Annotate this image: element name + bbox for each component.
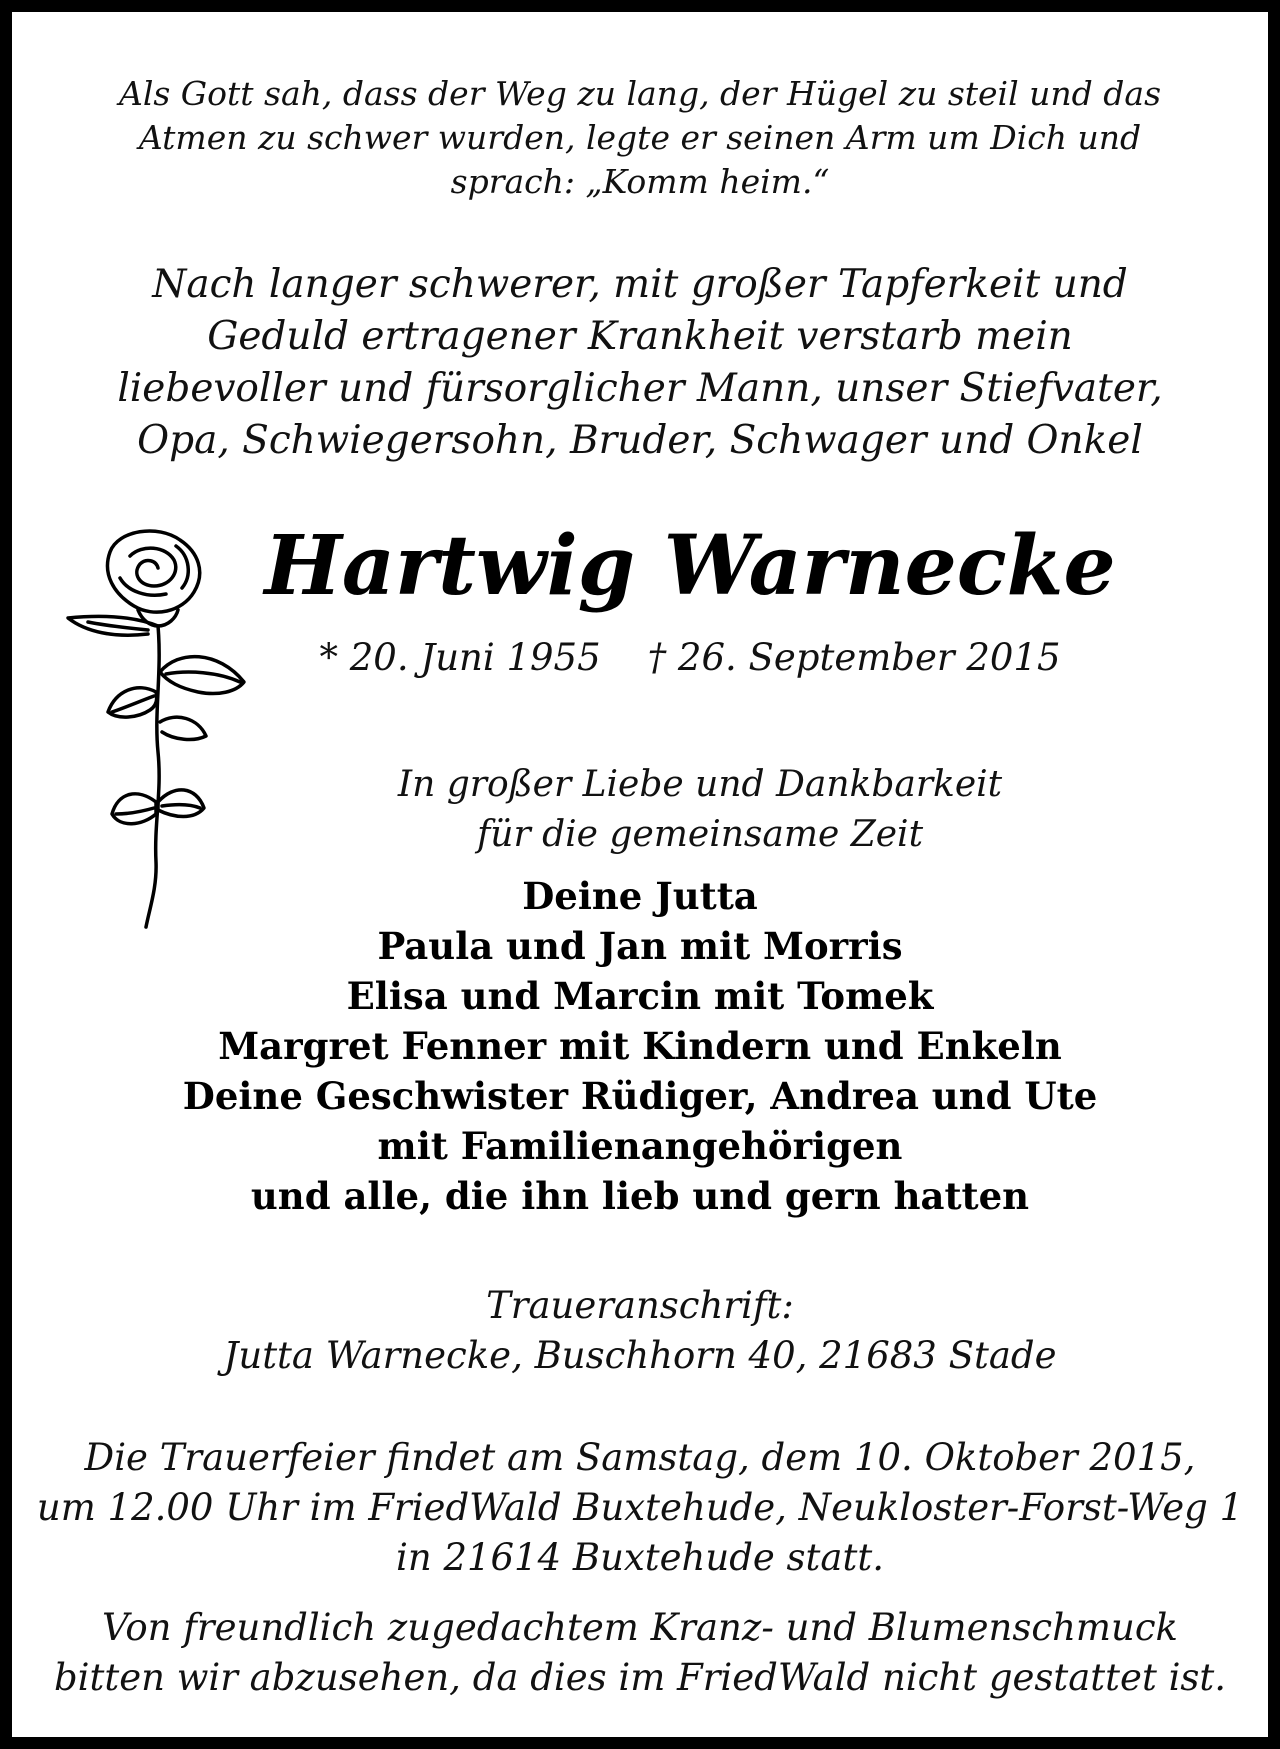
mourner-line: Elisa und Marcin mit Tomek (346, 974, 934, 1018)
thanks-line: für die gemeinsame Zeit (476, 814, 924, 855)
intro-line: Opa, Schwiegersohn, Bruder, Schwager und Onkel (137, 418, 1143, 463)
intro-line: liebevoller und fürsorglicher Mann, unser Stiefvater, (117, 366, 1163, 411)
ceremony-line: um 12.00 Uhr im FriedWald Buxtehude, Neukloster-Forst-Weg 1 (36, 1486, 1244, 1529)
request-line: Von freundlich zugedachtem Kranz- und Blumenschmuck (102, 1606, 1178, 1649)
life-dates: * 20. Juni 1955 † 26. September 2015 (319, 636, 1061, 679)
deceased-name: Hartwig Warnecke (264, 518, 1116, 614)
address-label: Traueranschrift: (486, 1284, 794, 1327)
intro-line: Nach langer schwerer, mit großer Tapferkeit und (152, 262, 1128, 307)
address-value: Jutta Warnecke, Buschhorn 40, 21683 Stade (223, 1334, 1057, 1377)
mourner-line: und alle, die ihn lieb und gern hatten (250, 1174, 1030, 1218)
mourner-line: Deine Geschwister Rüdiger, Andrea und Ute (182, 1074, 1098, 1118)
mourner-line: Paula und Jan mit Morris (377, 924, 903, 968)
mourner-line: Margret Fenner mit Kindern und Enkeln (218, 1024, 1062, 1068)
intro-line: Geduld ertragener Krankheit verstarb mein (207, 314, 1073, 359)
request-line: bitten wir abzusehen, da dies im FriedWald nicht gestattet ist. (53, 1656, 1227, 1699)
mourner-line: mit Familienangehörigen (377, 1124, 903, 1168)
ceremony-line: Die Trauerfeier findet am Samstag, dem 10. Oktober 2015, (84, 1436, 1196, 1479)
verse-line: Atmen zu schwer wurden, legte er seinen Arm um Dich und (138, 118, 1142, 157)
verse-line: Als Gott sah, dass der Weg zu lang, der Hügel zu steil und das (118, 74, 1161, 113)
ceremony-line: in 21614 Buxtehude statt. (396, 1536, 884, 1579)
verse-line: sprach: „Komm heim.“ (450, 162, 830, 201)
thanks-line: In großer Liebe und Dankbarkeit (397, 764, 1003, 805)
mourner-line: Deine Jutta (522, 874, 758, 918)
